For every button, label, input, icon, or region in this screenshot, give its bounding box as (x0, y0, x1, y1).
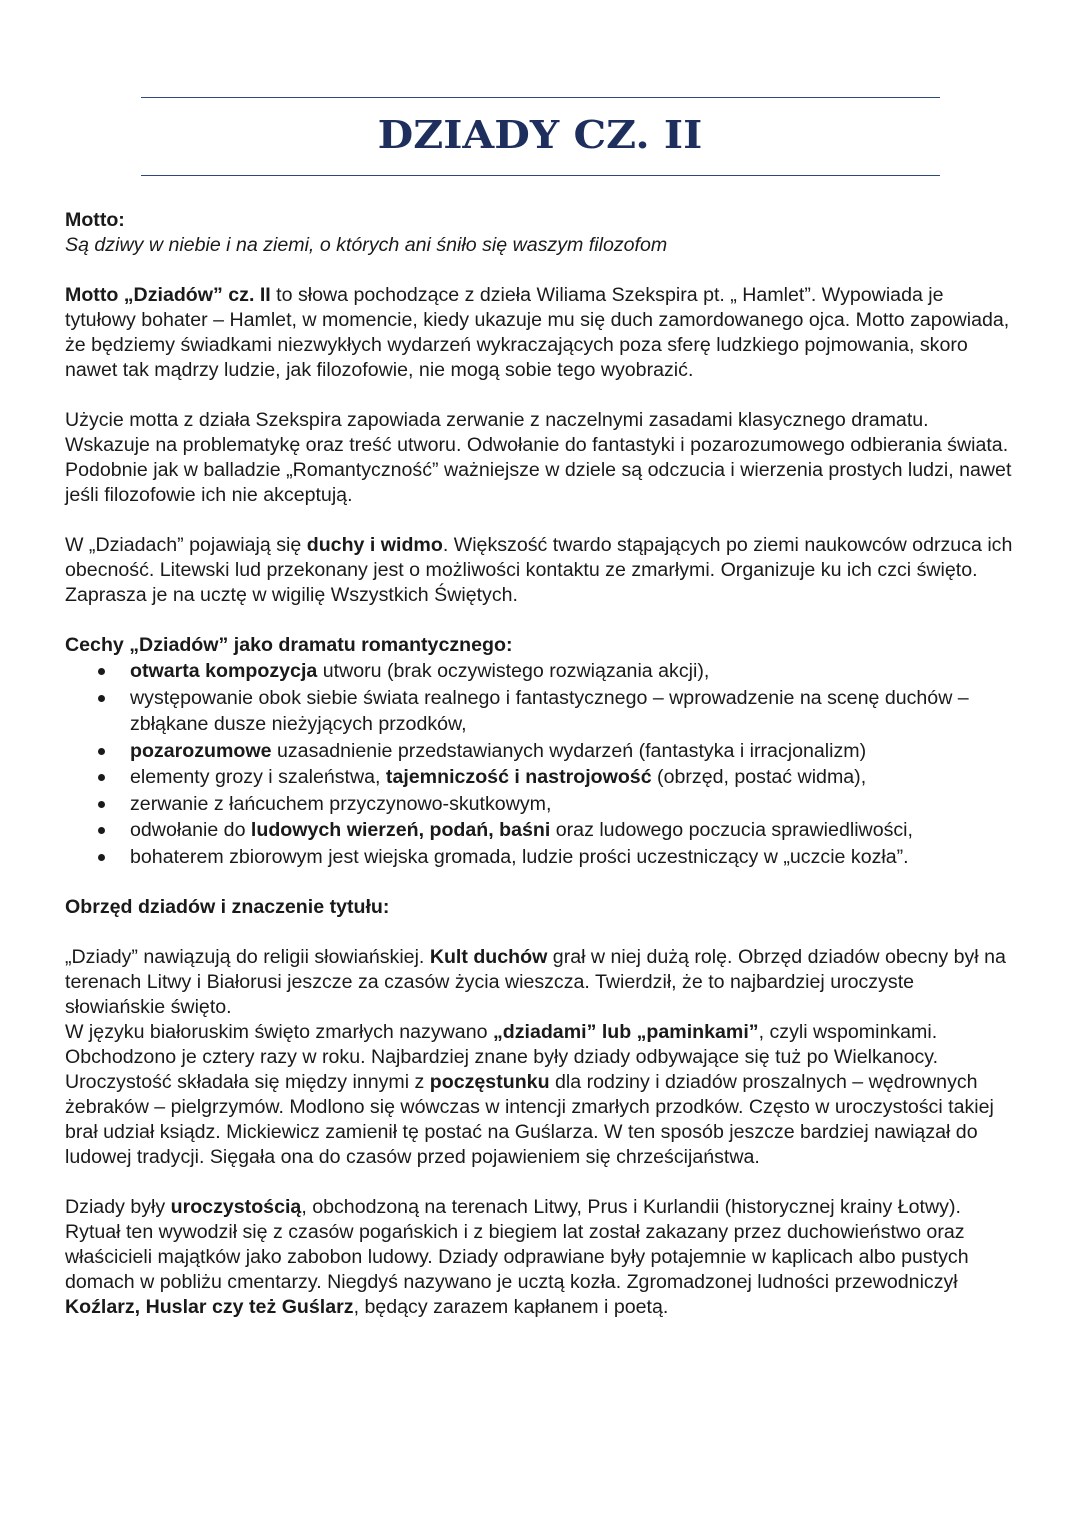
features-heading: Cechy „Dziadów” jako dramatu romantycznego: (65, 634, 513, 656)
paragraph-belarusian: W języku białoruskim święto zmarłych nazywano „dziadami” lub „paminkami”, czyli wspominkami. Obchodzono je cztery razy w roku. Najbardziej znane były dziady odbywające się tuż po Wielkanocy. (65, 1021, 939, 1068)
motto-quote: Są dziwy w niebie i na ziemi, o których ani śniło się waszym filozofom (65, 234, 668, 256)
bold-phrase: Motto „Dziadów” cz. II (65, 284, 271, 306)
paragraph-spirits (65, 533, 1015, 608)
list-item: występowanie obok siebie świata realnego i fantastycznego – wprowadzenie na scenę duchów – zbłąkane dusze nieżyjących przodków, (65, 685, 1015, 738)
list-item: elementy grozy i szaleństwa, tajemniczość i nastrojowość (obrzęd, postać widma), (65, 764, 1015, 791)
page-title: DZIADY CZ. II (377, 112, 703, 157)
rite-heading: Obrzęd dziadów i znaczenie tytułu: (65, 896, 390, 918)
paragraph-slavic-religion: „Dziady” nawiązują do religii słowiańskiej. Kult duchów grał w niej dużą rolę. Obrzęd dziadów obecny był na terenach Litwy i Białorusi jeszcze za czasów życia wieszcza. Twierdził, że to najbardziej uroczyste słowiańskie święto. (65, 946, 1006, 1018)
list-item: pozarozumowe uzasadnienie przedstawianych wydarzeń (fantastyka i irracjonalizm) (65, 738, 1015, 765)
list-item: zerwanie z łańcuchem przyczynowo-skutkowym, (65, 791, 1015, 818)
bottom-divider (141, 175, 940, 176)
list-item: bohaterem zbiorowym jest wiejska gromada, ludzie prości uczestniczący w „uczcie kozła”. (65, 844, 1015, 871)
list-item: otwarta kompozycja utworu (brak oczywistego rozwiązania akcji), (65, 658, 1015, 685)
paragraph-ceremony: Uroczystość składała się między innymi z poczęstunku dla rodziny i dziadów proszalnych – wędrownych żebraków – pielgrzymów. Modlono się wówczas w intencji zmarłych przodków. Często w uroczystości takiej brał udział ksiądz. Mickiewicz zamienił tę postać na Guślarza. W ten sposób jeszcze bardziej nawiązał do ludowej tradycji. Sięgała ona do czasów przed pojawieniem się chrześcijaństwa. (65, 1071, 994, 1168)
paragraph-shakespeare: Użycie motta z działa Szekspira zapowiada zerwanie z naczelnymi zasadami klasycznego dramatu. Wskazuje na problematykę oraz treść utworu. Odwołanie do fantastyki i pozarozumowego odbierania świata. Podobnie jak w balladzie „Romantyczność” ważniejsze w dziele są odczucia i wierzenia prostych ludzi, nawet jeśli filozofowie ich nie akceptują. (65, 409, 1012, 506)
list-item: odwołanie do ludowych wierzeń, podań, baśni oraz ludowego poczucia sprawiedliwości, (65, 817, 1015, 844)
motto-label: Motto: (65, 209, 125, 231)
text-run: to słowa pochodzące z dzieła Wiliama Szekspira pt. „ Hamlet”. Wypowiada je tytułowy bohater – Hamlet, w momencie, kiedy ukazuje mu się duch zamordowanego ojca. Motto zapowiada, że będziemy świadkami niezwykłych wydarzeń wykraczających poza sferę ludzkiego pojmowania, skoro nawet tak mądrzy ludzie, jak filozofowie, nie mogą sobie tego wyobrazić. (65, 284, 1010, 381)
bold-phrase: duchy i widmo (306, 534, 443, 556)
paragraph-history: Dziady były uroczystością, obchodzoną na terenach Litwy, Prus i Kurlandii (historycznej krainy Łotwy). Rytuał ten wywodził się z czasów pogańskich i z biegiem lat został zakazany przez duchowieństwo oraz właścicieli majątków jako zabobon ludowy. Dziady odprawiane były potajemnie w kaplicach albo pustych domach w pobliżu cmentarzy. Niegdyś nazywano je ucztą kozła. Zgromadzonej ludności przewodniczył Koźlarz, Huslar czy też Guślarz, będący zarazem kapłanem i poetą. (65, 1196, 969, 1318)
top-divider (141, 97, 940, 98)
features-list (65, 658, 1015, 870)
text-run: . Większość twardo stąpających po ziemi naukowców odrzuca ich obecność. Litewski lud przekonany jest o możliwości kontaktu ze zmarłymi. Organizuje ku ich czci święto. Zaprasza je na ucztę w wigilię Wszystkich Świętych. (65, 534, 1013, 606)
paragraph-motto-explanation (65, 283, 1015, 383)
text-run: W „Dziadach” pojawiają się (65, 534, 307, 556)
document-body (65, 208, 1015, 1320)
